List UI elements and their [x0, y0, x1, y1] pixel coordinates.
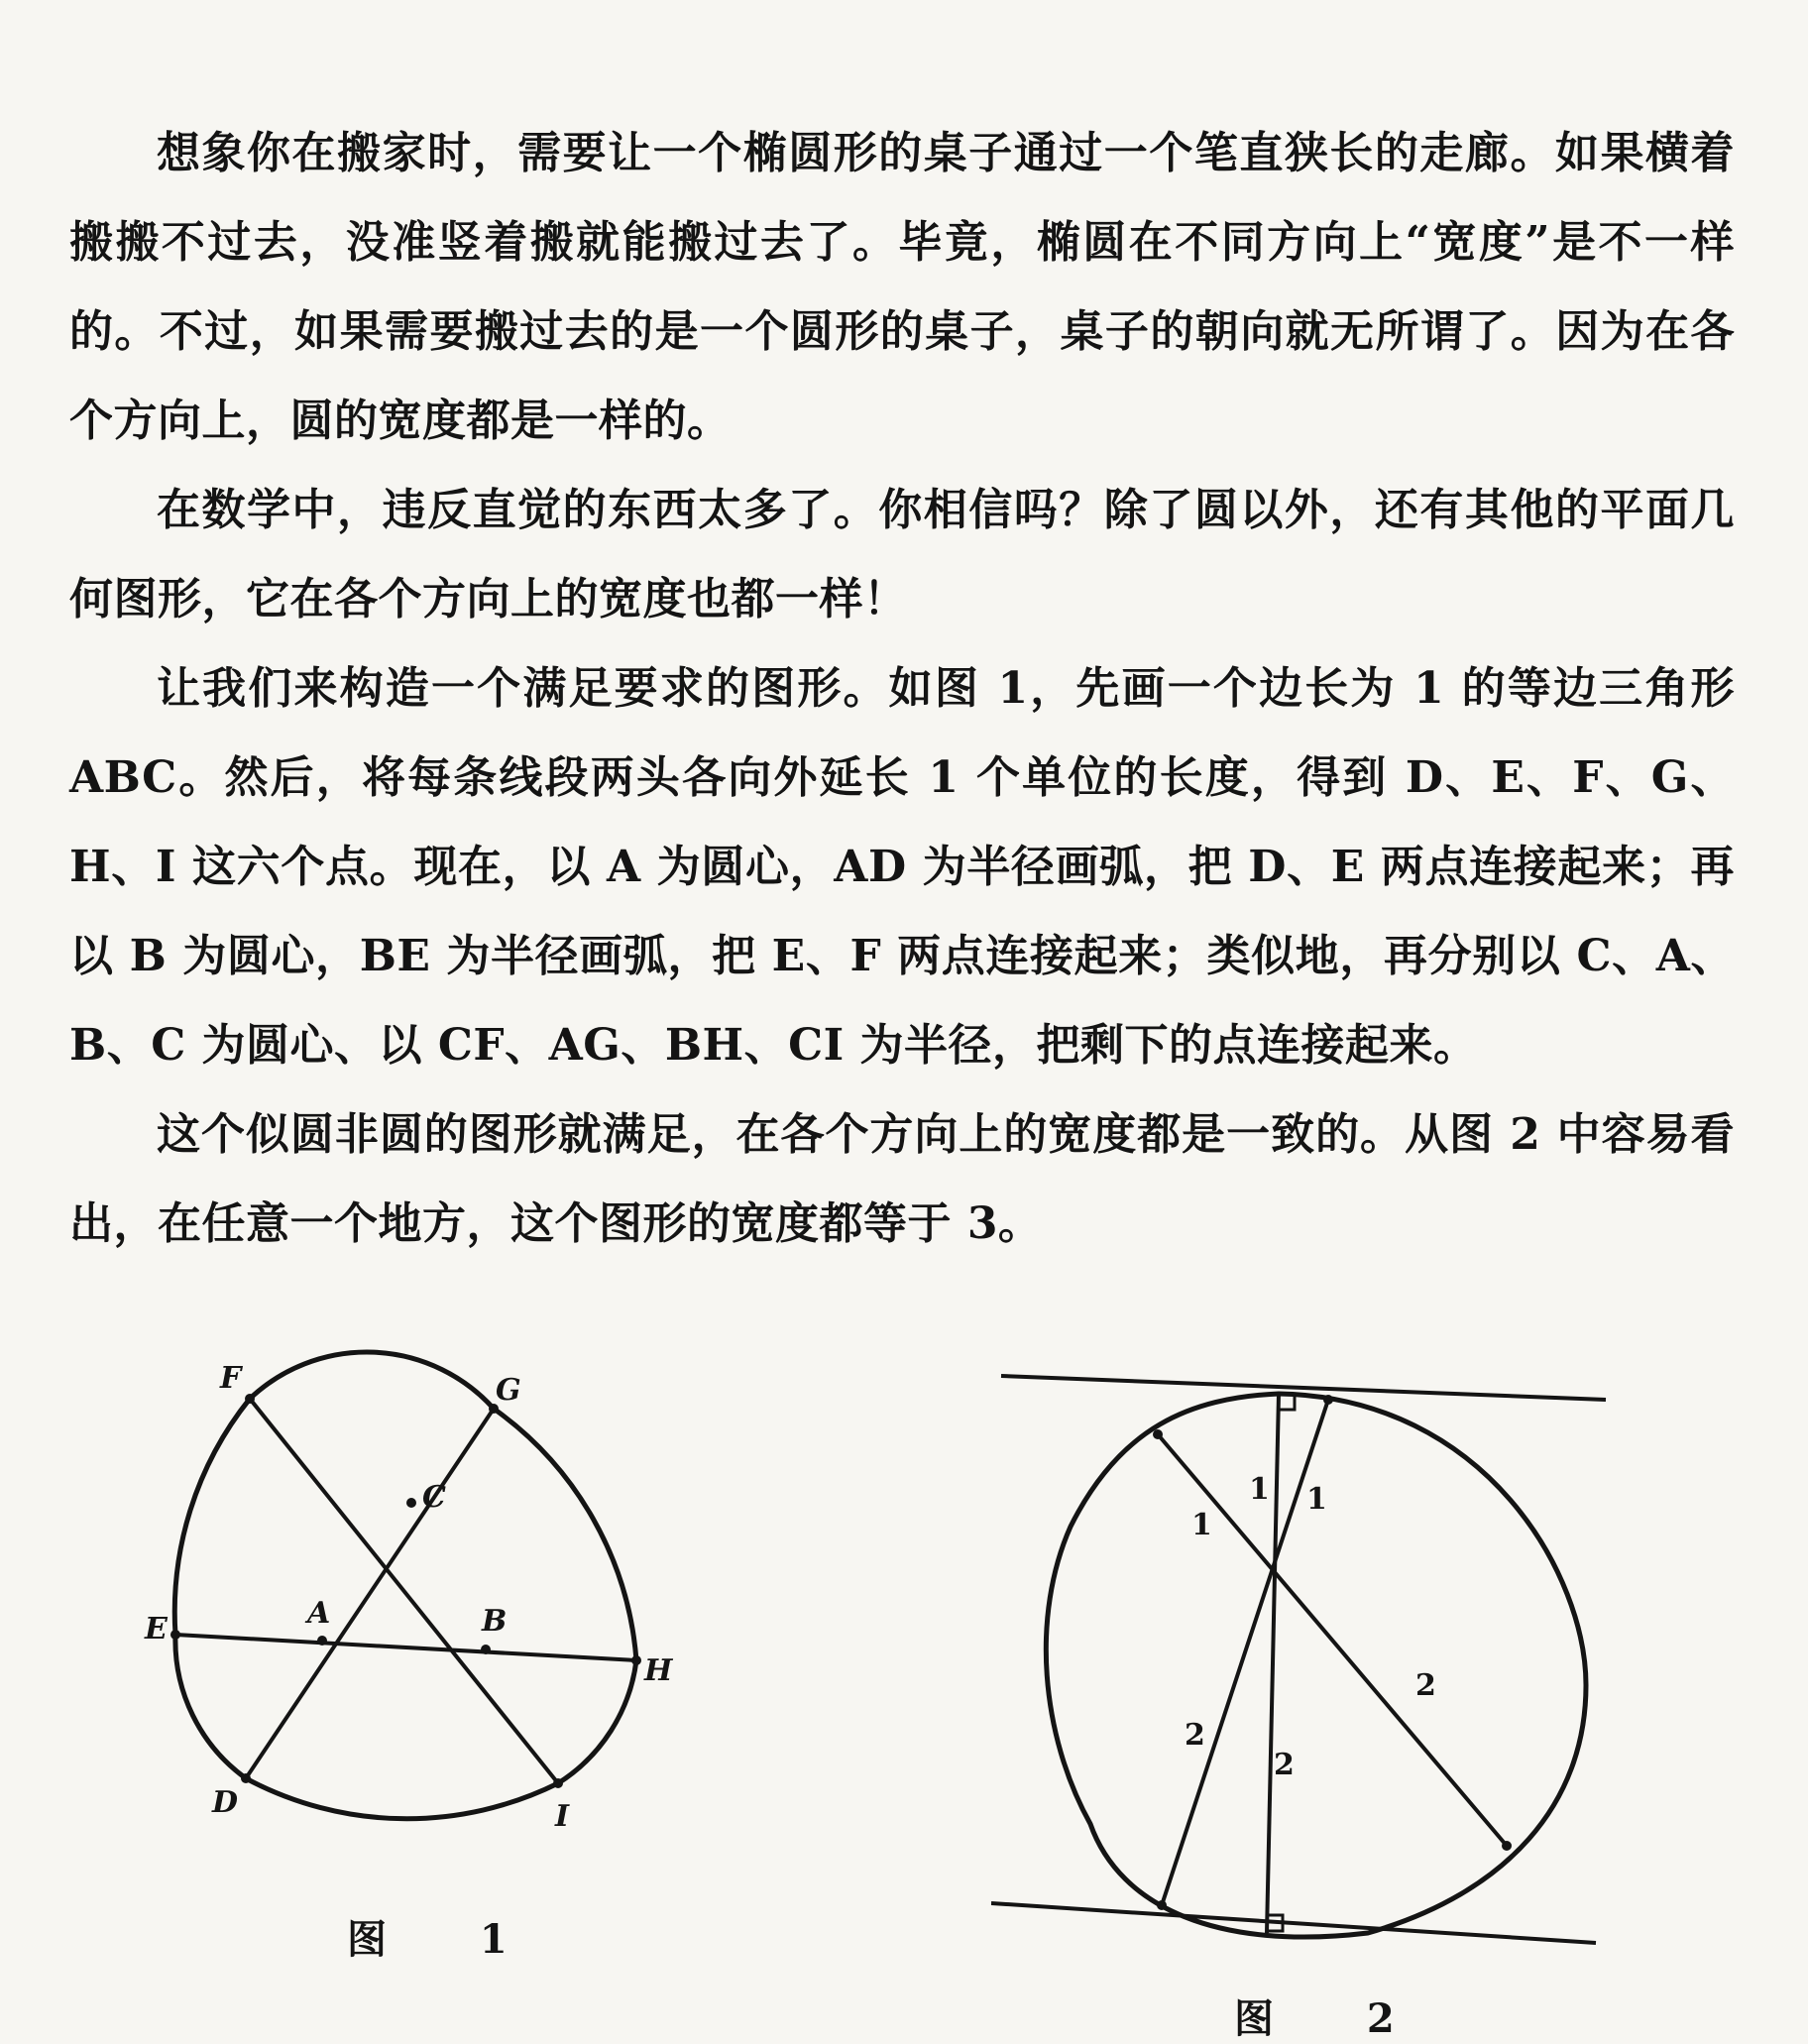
length-label-1b: 1 — [1306, 1482, 1327, 1517]
figure-1-line-FI — [250, 1399, 558, 1783]
paragraph-2: 在数学中，违反直觉的东西太多了。你相信吗？除了圆以外，还有其他的平面几何图形，它在各个方向上的宽度也都一样！ — [69, 485, 1735, 625]
label-D: D — [212, 1785, 239, 1820]
label-A: A — [307, 1596, 331, 1631]
length-label-2c: 2 — [1274, 1748, 1295, 1782]
figure-2 — [991, 1358, 1626, 1953]
figure-2-line-diagonal — [1158, 1434, 1507, 1846]
label-F: F — [220, 1361, 242, 1396]
label-C: C — [422, 1480, 446, 1515]
figure-1-outline — [174, 1352, 636, 1819]
figure-1-line-EH — [175, 1635, 636, 1660]
paragraph-1: 想象你在搬家时，需要让一个椭圆形的桌子通过一个笔直狭长的走廊。如果横着搬搬不过去，没准竖着搬就能搬过去了。毕竟，椭圆在不同方向上“宽度”是不一样的。不过，如果需要搬过去的是一个圆形的桌子，桌子的朝向就无所谓了。因为在各个方向上，圆的宽度都是一样的。 — [69, 128, 1735, 446]
paragraph-3: 让我们来构造一个满足要求的图形。如图 1，先画一个边长为 1 的等边三角形 ABC。然后，将每条线段两头各向外延长 1 个单位的长度，得到 D、E、F、G、H、I 这六个点。现在，以 A 为圆心，AD 为半径画弧，把 D、E 两点连接起来；再以 B 为圆心，BE 为半径画弧，把 E、F 两点连接起来；类似地，再分别以 C、A、B、C 为圆心、以 CF、AG、BH、CI 为半径，把剩下的点连接起来。 — [69, 663, 1735, 1071]
length-label-2b: 2 — [1185, 1718, 1205, 1753]
article-body — [69, 109, 1735, 1269]
figure-1-caption: 图 1 — [347, 1916, 547, 1963]
figure-2-line-left — [1162, 1400, 1328, 1905]
figure-2-caption: 图 2 — [1234, 1995, 1434, 2042]
figure-1 — [139, 1308, 694, 1864]
figure-1-diagram — [139, 1308, 694, 1864]
label-B: B — [482, 1604, 508, 1639]
figure-2-diagram — [991, 1358, 1626, 1953]
length-label-2a: 2 — [1415, 1668, 1436, 1703]
length-label-1c: 1 — [1191, 1508, 1212, 1542]
label-G: G — [496, 1373, 521, 1408]
label-E: E — [145, 1612, 168, 1647]
figure-2-outline — [1046, 1394, 1586, 1937]
label-H: H — [644, 1653, 673, 1688]
figure-1-line-DG — [246, 1409, 494, 1778]
length-label-1a: 1 — [1249, 1472, 1270, 1507]
paragraph-4: 这个似圆非圆的图形就满足，在各个方向上的宽度都是一致的。从图 2 中容易看出，在任意一个地方，这个图形的宽度都等于 3。 — [69, 1109, 1735, 1249]
label-I: I — [555, 1799, 570, 1834]
